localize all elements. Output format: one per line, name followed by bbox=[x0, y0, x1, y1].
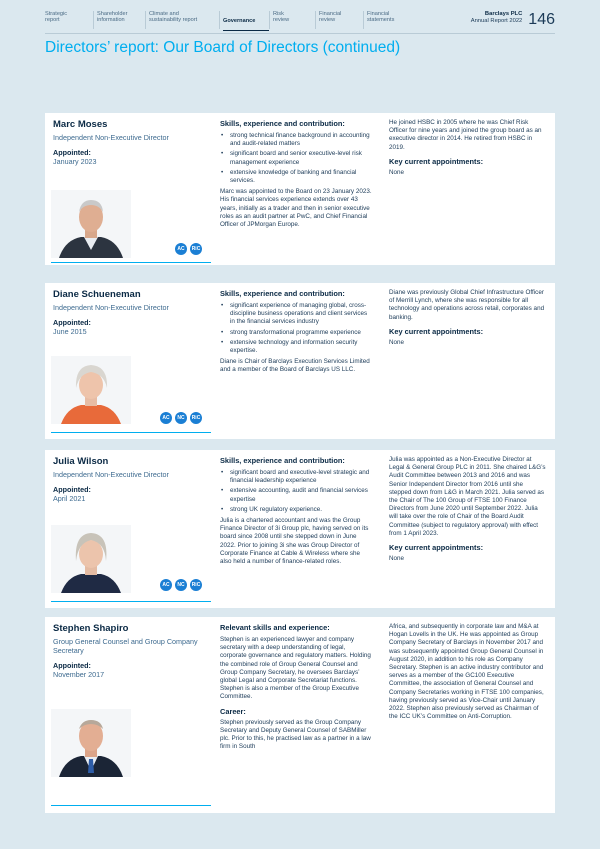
card-divider bbox=[51, 805, 211, 806]
skills-column bbox=[220, 289, 373, 378]
director-photo bbox=[51, 525, 131, 593]
nav-governance[interactable]: Governance bbox=[223, 11, 269, 31]
career-text: Julia was appointed as a Non-Executive Director at Legal & General Group PLC in 2011. She chaired L&G’s Audit Committee between 2013 and 2016 and was Senior Independent Director from 2016 until she stepped down from L&G in March 2021. Julia served as the Chair of The 100 Group of FTSE 100 Finance Directors from June 2020 until September 2022. Julia will take over the role of Chair of the Board Audit Committee (subject to regulatory approval) with effect from 1 April 2023. bbox=[389, 456, 546, 537]
career-text: He joined HSBC in 2005 where he was Chief Risk Officer for nine years and joined the group board as an executive director in 2014. He retired from HSBC in 2019. bbox=[389, 119, 542, 151]
nav-financial-statements[interactable]: Financial statements bbox=[367, 11, 395, 24]
committee-badge: AC bbox=[160, 412, 172, 424]
portrait-image bbox=[51, 709, 131, 777]
career-text: Africa, and subsequently in corporate law and M&A at Hogan Lovells in the UK. He was appointed as Group Company Secretary of Barclays in November 2017 and was subsequently appointed Group General Counsel in August 2020, in addition to his role as Company Secretary. Stephen is an active industry contributor and serves as a member of the GC100 Executive Committee, the association of General Counsel and Company Secretaries working in FTSE 100 companies, having previously served as Vice-Chair until January 2022. Stephen also previously served as Chairman of the ICC UK’s Committee on Anti-Corruption. bbox=[389, 623, 544, 721]
skills-bullet: • extensive technology and information security expertise. bbox=[220, 339, 373, 355]
skills-bullet: • significant board and executive-level strategic and financial leadership experience bbox=[220, 469, 373, 485]
skills-list bbox=[220, 302, 373, 355]
skills-column bbox=[220, 456, 373, 569]
skills-bullet: • extensive knowledge of banking and financial services. bbox=[220, 169, 373, 185]
portrait-image bbox=[51, 356, 131, 424]
career-column bbox=[389, 289, 547, 347]
header-divider bbox=[45, 33, 555, 34]
nav-strategic-report[interactable]: Strategic report bbox=[45, 11, 68, 24]
committee-badges bbox=[160, 579, 202, 591]
director-photo bbox=[51, 190, 131, 258]
report-name: Annual Report 2022 bbox=[470, 17, 523, 24]
skills-bullet: • strong technical finance background in accounting and audit-related matters bbox=[220, 132, 373, 148]
nav-divider bbox=[269, 11, 270, 29]
page-header-right bbox=[471, 11, 555, 29]
director-name: Marc Moses bbox=[53, 119, 108, 130]
appointed-label: Appointed: bbox=[53, 485, 91, 494]
committee-badges bbox=[160, 412, 202, 424]
appointments-value: None bbox=[389, 555, 405, 563]
director-role: Group General Counsel and Group Company Secretary bbox=[53, 637, 198, 655]
career-column bbox=[389, 456, 547, 563]
report-identity bbox=[471, 11, 523, 24]
skills-heading: Skills, experience and contribution: bbox=[220, 119, 345, 128]
company-name: Barclays PLC bbox=[484, 11, 523, 17]
nav-climate-sustainability[interactable]: Climate and sustainability report bbox=[149, 11, 198, 24]
director-profile bbox=[53, 623, 211, 679]
committee-badges bbox=[175, 243, 202, 255]
career-heading: Career: bbox=[220, 706, 246, 716]
skills-column bbox=[220, 119, 373, 232]
skills-bullet: • strong transformational programme experience bbox=[220, 329, 373, 337]
career-text: Diane was previously Global Chief Infrastructure Officer of Merrill Lynch, where she was responsible for all technology and operations across retail, corporates and banking. bbox=[389, 289, 545, 321]
nav-divider bbox=[93, 11, 94, 29]
director-card bbox=[45, 450, 555, 608]
director-photo bbox=[51, 709, 131, 777]
bio-paragraph: Julia is a chartered accountant and was the Group Finance Director of 3i Group plc, having served on its board since 2008 until she stepped down in June 2022. Prior to joining 3i she was Group Director of Corporate Finance at Cable & Wireless where she also held a number of finance-related roles. bbox=[220, 517, 369, 566]
director-card bbox=[45, 617, 555, 813]
skills-heading: Skills, experience and contribution: bbox=[220, 456, 345, 465]
career-paragraph: Stephen previously served as the Group Company Secretary and Deputy General Counsel of SABMiller plc. Prior to this, he practised law as a partner in a law firm in South bbox=[220, 718, 371, 751]
director-name: Julia Wilson bbox=[53, 456, 109, 467]
nav-divider bbox=[315, 11, 316, 29]
director-role: Independent Non-Executive Director bbox=[53, 133, 169, 142]
page-title: Directors’ report: Our Board of Directors (continued) bbox=[45, 39, 401, 56]
appointed-date: January 2023 bbox=[53, 157, 97, 166]
director-profile bbox=[53, 456, 211, 503]
appointments-heading: Key current appointments: bbox=[389, 326, 484, 336]
committee-badge: NC bbox=[175, 412, 187, 424]
director-profile bbox=[53, 119, 211, 166]
appointed-date: June 2015 bbox=[53, 327, 87, 336]
skills-list bbox=[220, 132, 373, 185]
director-photo bbox=[51, 356, 131, 424]
career-column bbox=[389, 623, 547, 724]
director-role: Independent Non-Executive Director bbox=[53, 303, 169, 312]
card-divider bbox=[51, 432, 211, 433]
skills-heading: Skills, experience and contribution: bbox=[220, 289, 345, 298]
appointments-heading: Key current appointments: bbox=[389, 156, 484, 166]
bio-paragraph: Diane is Chair of Barclays Execution Services Limited and a member of the Board of Barclays US LLC. bbox=[220, 358, 370, 374]
appointed-label: Appointed: bbox=[53, 661, 91, 670]
skills-bullet: • significant experience of managing global, cross-discipline business operations and client services in the financial services industry bbox=[220, 302, 373, 327]
card-divider bbox=[51, 601, 211, 602]
nav-divider bbox=[219, 11, 220, 29]
appointed-label: Appointed: bbox=[53, 318, 91, 327]
bio-paragraph: Marc was appointed to the Board on 23 January 2023. His financial services experience extends over 43 years, initially as a trader and then in senior executive roles as an audit partner at PwC, and Chief Financial Officer of JPMorgan Europe. bbox=[220, 188, 372, 229]
director-role: Independent Non-Executive Director bbox=[53, 470, 169, 479]
skills-bullet: • extensive accounting, audit and financial services expertise bbox=[220, 487, 373, 503]
nav-divider bbox=[363, 11, 364, 29]
card-divider bbox=[51, 262, 211, 263]
director-name: Diane Schueneman bbox=[53, 289, 141, 300]
committee-badge: NC bbox=[175, 579, 187, 591]
appointments-value: None bbox=[389, 339, 405, 347]
committee-badge: AC bbox=[160, 579, 172, 591]
appointments-value: None bbox=[389, 169, 405, 177]
director-name: Stephen Shapiro bbox=[53, 623, 129, 634]
appointments-heading: Key current appointments: bbox=[389, 543, 484, 553]
nav-shareholder-information[interactable]: Shareholder information bbox=[97, 11, 128, 24]
skills-bullet: • significant board and senior executive-level risk management experience bbox=[220, 150, 373, 166]
career-column bbox=[389, 119, 547, 177]
appointed-label: Appointed: bbox=[53, 148, 91, 157]
appointed-date: November 2017 bbox=[53, 670, 105, 679]
committee-badge: RiC bbox=[190, 243, 202, 255]
director-card bbox=[45, 283, 555, 439]
nav-divider bbox=[145, 11, 146, 29]
appointed-date: April 2021 bbox=[53, 494, 86, 503]
skills-list bbox=[220, 469, 373, 514]
committee-badge: RiC bbox=[190, 412, 202, 424]
skills-heading: Relevant skills and experience: bbox=[220, 623, 330, 632]
skills-bullet: • strong UK regulatory experience. bbox=[220, 506, 373, 514]
director-profile bbox=[53, 289, 211, 336]
nav-risk-review[interactable]: Risk review bbox=[273, 11, 290, 24]
nav-financial-review[interactable]: Financial review bbox=[319, 11, 342, 24]
committee-badge: AC bbox=[175, 243, 187, 255]
skills-column bbox=[220, 623, 373, 755]
portrait-image bbox=[51, 525, 131, 593]
committee-badge: RiC bbox=[190, 579, 202, 591]
bio-paragraph: Stephen is an experienced lawyer and company secretary with a deep understanding of legal, corporate governance and regulatory matters. Holding the combined role of Group General Counsel and Group Company Secretary, he oversees Barclays’ global Legal and Corporate Secretariat functions. Stephen is also a member of the Group Executive Committee. bbox=[220, 636, 371, 701]
director-card bbox=[45, 113, 555, 265]
portrait-image bbox=[51, 190, 131, 258]
page-number: 146 bbox=[528, 11, 555, 28]
